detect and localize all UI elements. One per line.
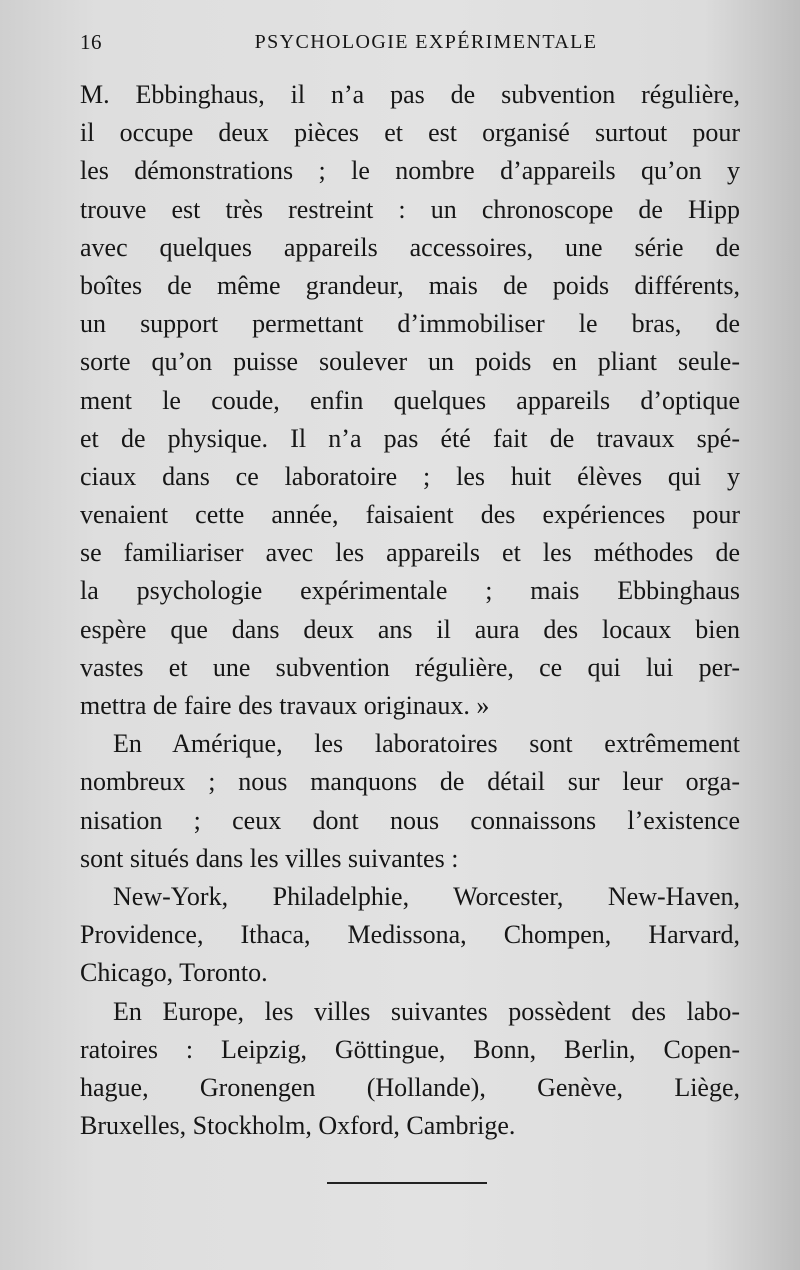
text-line: Bruxelles, Stockholm, Oxford, Cambrige.	[80, 1111, 516, 1141]
paragraph	[80, 725, 740, 878]
text-line: ratoires : Leipzig, Göttingue, Bonn, Berlin, Copen-	[80, 1034, 740, 1064]
section-end-rule	[327, 1182, 487, 1184]
paragraph	[80, 878, 740, 993]
text-line: nombreux ; nous manquons de détail sur leur orga-	[80, 767, 740, 797]
text-line: nisation ; ceux dont nous connaissons l’existence	[80, 805, 740, 835]
text-line: et de physique. Il n’a pas été fait de travaux spé-	[80, 423, 740, 453]
text-line: sorte qu’on puisse soulever un poids en pliant seule-	[80, 347, 740, 377]
text-line: avec quelques appareils accessoires, une série de	[80, 232, 740, 262]
running-title: PSYCHOLOGIE EXPÉRIMENTALE	[254, 31, 598, 53]
text-line: sont situés dans les villes suivantes :	[80, 843, 459, 873]
paragraph	[80, 76, 740, 725]
text-line: Providence, Ithaca, Medissona, Chompen, Harvard,	[80, 920, 740, 950]
text-line: ciaux dans ce laboratoire ; les huit élèves qui y	[80, 461, 740, 491]
text-line: les démonstrations ; le nombre d’appareils qu’on y	[80, 156, 740, 186]
text-line: la psychologie expérimentale ; mais Ebbinghaus	[80, 576, 740, 606]
text-line: il occupe deux pièces et est organisé surtout pour	[80, 118, 740, 148]
text-line: venaient cette année, faisaient des expériences pour	[80, 500, 740, 530]
text-line: trouve est très restreint : un chronoscope de Hipp	[80, 194, 740, 224]
text-line: se familiariser avec les appareils et les méthodes de	[80, 538, 740, 568]
text-line: vastes et une subvention régulière, ce qui lui per-	[80, 652, 740, 682]
text-line: En Amérique, les laboratoires sont extrêmement	[113, 729, 740, 759]
text-line: ment le coude, enfin quelques appareils d’optique	[80, 385, 740, 415]
text-line: M. Ebbinghaus, il n’a pas de subvention régulière,	[80, 80, 740, 109]
text-line: un support permettant d’immobiliser le bras, de	[80, 309, 740, 339]
text-line: New-York, Philadelphie, Worcester, New-Haven,	[113, 881, 740, 911]
paragraph	[80, 993, 740, 1146]
text-line: boîtes de même grandeur, mais de poids différents,	[80, 270, 740, 300]
text-line: hague, Gronengen (Hollande), Genève, Liège,	[80, 1072, 740, 1102]
text-line: mettra de faire des travaux originaux. »	[80, 691, 490, 720]
body-text	[80, 76, 740, 1145]
text-line: espère que dans deux ans il aura des locaux bien	[80, 614, 740, 644]
page-number: 16	[80, 30, 102, 54]
page-header	[80, 30, 740, 60]
text-line: Chicago, Toronto.	[80, 958, 268, 988]
text-line: En Europe, les villes suivantes possèdent des labo-	[113, 996, 740, 1026]
